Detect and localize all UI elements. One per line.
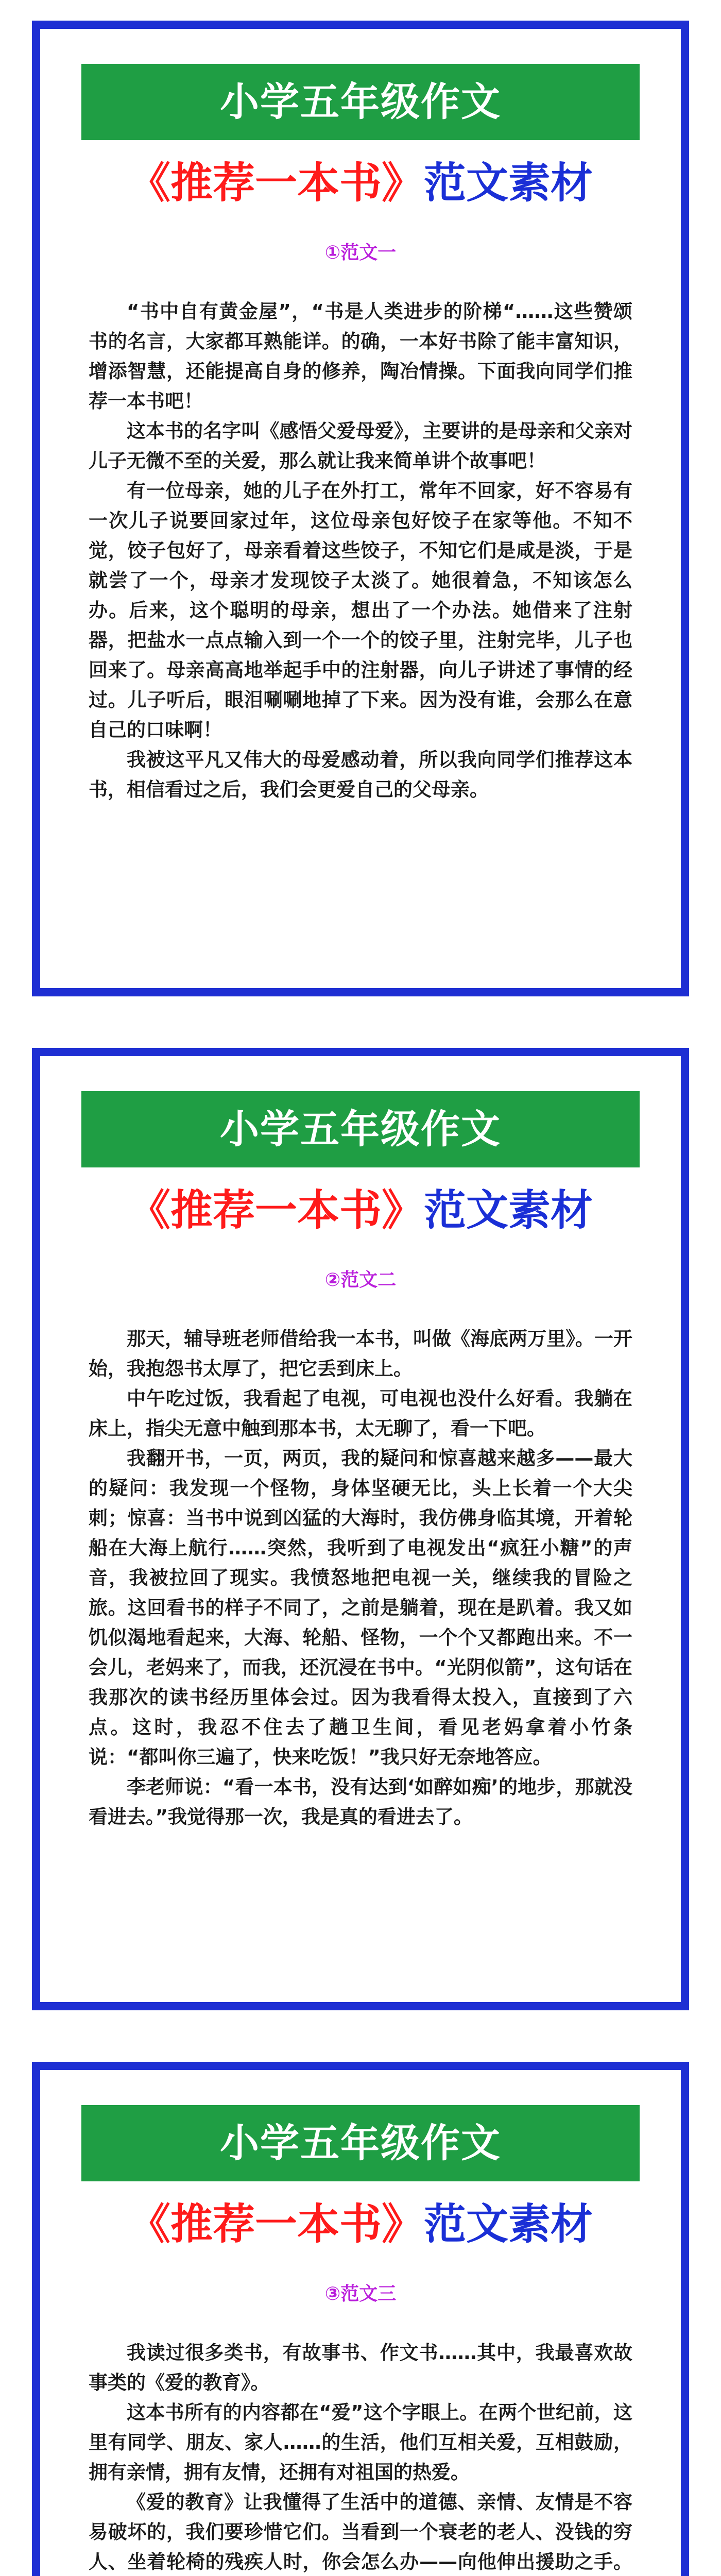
- essay-label: ②范文二: [324, 1269, 397, 1291]
- essay-label: ③范文三: [324, 2283, 397, 2304]
- paragraph: 我被这平凡又伟大的母爱感动着，所以我向同学们推荐这本书，相信看过之后，我们会更爱自己的父母亲。: [89, 749, 632, 801]
- paragraph: 有一位母亲，她的儿子在外打工，常年不回家，好不容易有一次儿子说要回家过年，这位母亲包好饺子在家等他。不知不觉，饺子包好了，母亲看着这些饺子，不知它们是咸是淡，于是就尝了一个，母亲才发现饺子太淡了。她很着急，不知该怎么办。后来，这个聪明的母亲，想出了一个办法。她借来了注射器，把盐水一点点输入到一个一个的饺子里，注射完毕，儿子也回来了。母亲高高地举起手中的注射器，向儿子讲述了事情的经过。儿子听后，眼泪唰唰地掉了下来。因为没有谁，会那么在意自己的口味啊！: [89, 480, 632, 741]
- subtitle: [40, 1180, 681, 1242]
- essay-body: [89, 1324, 632, 1832]
- subtitle-book-title: 《推荐一本书》: [128, 159, 424, 208]
- paragraph: 《爱的教育》让我懂得了生活中的道德、亲情、友情是不容易破坏的，我们要珍惜它们。当看到一个衰老的老人、没钱的穷人、坐着轮椅的残疾人时，你会怎么办——向他伸出援助之手。: [89, 2491, 632, 2573]
- paragraph: 这本书所有的内容都在“爱”这个字眼上。在两个世纪前，这里有同学、朋友、家人……的生活，他们互相关爱，互相鼓励，拥有亲情，拥有友情，还拥有对祖国的热爱。: [89, 2401, 632, 2483]
- paragraph: 我翻开书，一页，两页，我的疑问和惊喜越来越多——最大的疑问：我发现一个怪物，身体坚硬无比，头上长着一个大尖刺；惊喜：当书中说到凶猛的大海时，我仿佛身临其境，开着轮船在大海上航行……突然，我听到了电视发出“疯狂小糖”的声音，我被拉回了现实。我愤怒地把电视一关，继续我的冒险之旅。这回看书的样子不同了，之前是躺着，现在是趴着。我又如饥似渴地看起来，大海、轮船、怪物，一个个又都跑出来。不一会儿，老妈来了，而我，还沉浸在书中。“光阴似箭”，这句话在我那次的读书经历里体会过。因为我看得太投入，直接到了六点。这时，我忍不住去了趟卫生间，看见老妈拿着小竹条说：“都叫你三遍了，快来吃饭！”我只好无奈地答应。: [89, 1447, 632, 1768]
- paragraph: 李老师说：“看一本书，没有达到‘如醉如痴’的地步，那就没看进去。”我觉得那一次，我是真的看进去了。: [89, 1776, 632, 1828]
- subtitle-book-title: 《推荐一本书》: [128, 1186, 424, 1235]
- essay-label: ①范文一: [324, 242, 397, 263]
- subtitle-material: 范文素材: [424, 2200, 593, 2249]
- title-banner: 小学五年级作文: [81, 64, 640, 140]
- title-banner: 小学五年级作文: [81, 1091, 640, 1167]
- paragraph: “书中自有黄金屋”，“书是人类进步的阶梯“……这些赞颂书的名言，大家都耳熟能详。的确，一本好书除了能丰富知识，增添智慧，还能提高自身的修养，陶冶情操。下面我向同学们推荐一本书吧！: [89, 300, 632, 412]
- subtitle-book-title: 《推荐一本书》: [128, 2200, 424, 2249]
- subtitle: [40, 152, 681, 214]
- essay-card-3: [32, 2062, 689, 2576]
- paragraph: 那天，辅导班老师借给我一本书，叫做《海底两万里》。一开始，我抱怨书太厚了，把它丢到床上。: [89, 1328, 632, 1380]
- paragraph: 我读过很多类书，有故事书、作文书……其中，我最喜欢故事类的《爱的教育》。: [89, 2342, 632, 2394]
- essay-body: [89, 2338, 632, 2576]
- subtitle: [40, 2194, 681, 2256]
- subtitle-material: 范文素材: [424, 159, 593, 208]
- essay-body: [89, 297, 632, 805]
- subtitle-material: 范文素材: [424, 1186, 593, 1235]
- title-banner: 小学五年级作文: [81, 2105, 640, 2181]
- paragraph: 中午吃过饭，我看起了电视，可电视也没什么好看。我躺在床上，指尖无意中触到那本书，太无聊了，看一下吧。: [89, 1387, 632, 1439]
- essay-card-1: [32, 21, 689, 996]
- paragraph: 这本书的名字叫《感悟父爱母爱》，主要讲的是母亲和父亲对儿子无微不至的关爱，那么就让我来简单讲个故事吧！: [89, 420, 632, 472]
- essay-card-2: [32, 1048, 689, 2010]
